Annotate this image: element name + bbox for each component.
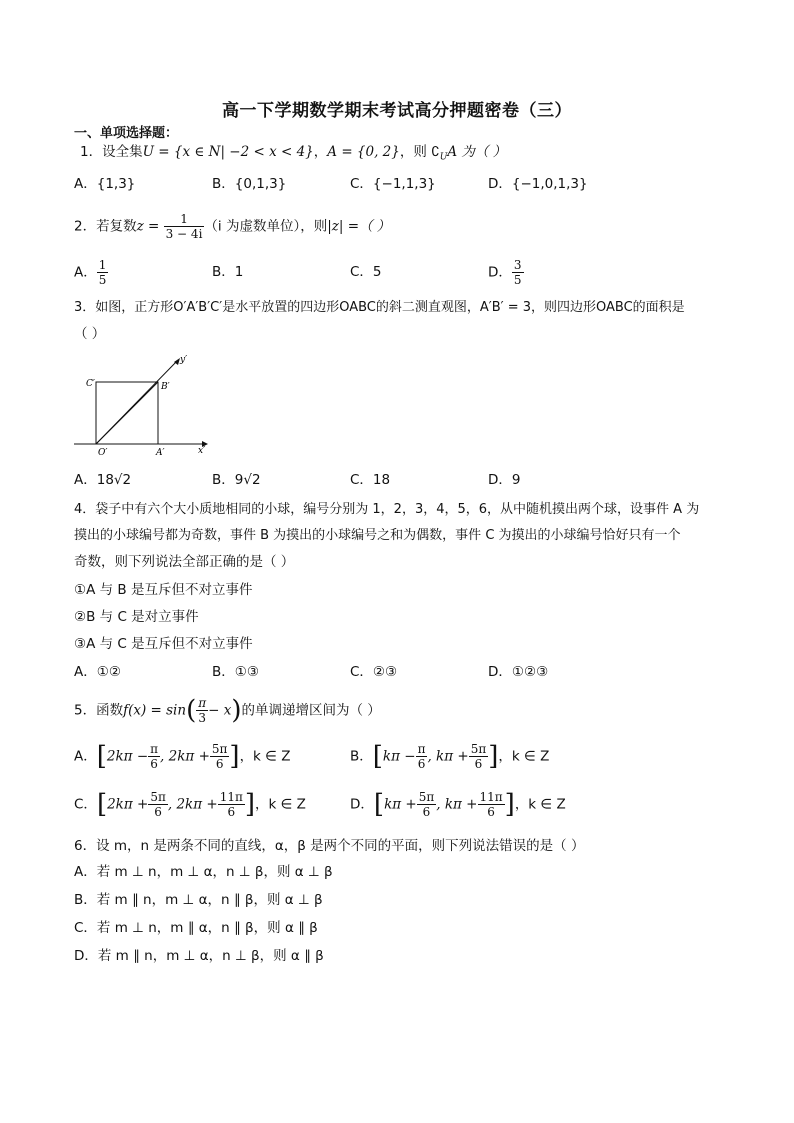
question-3-line2: （ ） — [74, 326, 106, 342]
label-b: B′ — [161, 382, 170, 392]
q1-option-b: B．{0,1,3} — [212, 176, 287, 192]
q5-d-left: kπ + — [384, 796, 417, 813]
q4-statement-2: ②B 与 C 是对立事件 — [74, 609, 199, 625]
label-x: x′ — [198, 446, 206, 456]
q5-c-right: , 2kπ + — [167, 796, 218, 813]
q5-a-rd: 6 — [215, 757, 224, 771]
q1-option-a: A．{1,3} — [74, 176, 136, 192]
q5-a-rb: ] — [229, 741, 240, 772]
question-3-line1: 3．如图，正方形O′A′B′C′是水平放置的四边形OABC的斜二测直观图，A′B′ = 3，则四边形OABC的面积是 — [74, 300, 685, 315]
question-4-line1: 4．袋子中有六个大小质地相同的小球，编号分别为 1，2，3，4，5，6，从中随机摸出两个球，设事件 A 为 — [74, 502, 700, 517]
q5-c-label: C． — [74, 796, 97, 813]
q5-a-ld: 6 — [150, 757, 158, 771]
q5-b-ln: π — [417, 742, 426, 756]
q5-c-lfrac — [148, 790, 168, 819]
q4-option-d: D．①②③ — [488, 664, 549, 680]
q5-c-lb: [ — [96, 789, 108, 820]
q3-option-d: D．9 — [488, 472, 521, 488]
q1-option-d: D．{−1,0,1,3} — [488, 176, 588, 192]
q5-b-lfrac — [416, 742, 428, 771]
q5-a-tail: ，k ∈ Z — [239, 748, 291, 765]
q2-fraction — [164, 212, 205, 241]
q5-c-rfrac — [218, 790, 245, 819]
q5-b-label: B． — [350, 748, 373, 765]
q5-d-tail: ，k ∈ Z — [514, 796, 566, 813]
q5-c-ln: 5π — [150, 790, 166, 804]
q2-option-b: B．1 — [212, 264, 244, 280]
q6-option-d: D．若 m ∥ n，m ⊥ α，n ⊥ β，则 α ∥ β — [74, 948, 324, 964]
q2-absz: |z| =（ ） — [327, 218, 391, 235]
q5-c-ld: 6 — [154, 805, 162, 819]
q5-a-ln: π — [150, 742, 159, 756]
q5-func: f(x) = sin — [123, 702, 187, 719]
label-c: C′ — [86, 379, 95, 389]
q5-a-lb: [ — [96, 741, 107, 772]
q1-suffix2: A 为（ ） — [447, 144, 507, 160]
q5-a-lfrac — [148, 742, 160, 771]
label-o: O′ — [98, 448, 108, 458]
q5-d-ld: 6 — [422, 805, 431, 819]
q2-d-num: 3 — [513, 258, 522, 272]
q2-after: （i 为虚数单位），则 — [204, 218, 328, 235]
q5-b-lb: [ — [372, 741, 383, 772]
q1-suffix: ，则 ∁ — [399, 144, 440, 160]
q5-three: 3 — [198, 711, 206, 725]
q2-den: 3 − 4i — [165, 227, 203, 241]
q5-c-rd: 6 — [227, 805, 236, 819]
q5-after: 的单调递增区间为（ ） — [241, 702, 381, 719]
q5-b-ld: 6 — [417, 757, 426, 771]
q2-num: 1 — [164, 212, 205, 227]
q5-option-d — [350, 790, 566, 819]
q5-c-left: 2kπ + — [107, 796, 149, 813]
q5-prefix: 5．函数 — [74, 702, 124, 719]
label-a: A′ — [156, 448, 165, 458]
q3-option-b: B．9√2 — [212, 472, 261, 488]
q5-b-rn: 5π — [470, 742, 487, 756]
q5-b-right: , kπ + — [427, 748, 469, 765]
label-y: y′ — [180, 355, 188, 365]
q5-c-rn: 11π — [219, 790, 243, 804]
q5-c-tail: ，k ∈ Z — [255, 796, 306, 813]
q6-option-b: B．若 m ∥ n，m ⊥ α，n ∥ β，则 α ⊥ β — [74, 892, 323, 908]
q5-frac — [196, 696, 208, 725]
q1-option-c: C．{−1,1,3} — [350, 176, 436, 192]
q4-option-b: B．①③ — [212, 664, 259, 680]
question-6: 6．设 m，n 是两条不同的直线，α，β 是两个不同的平面，则下列说法错误的是（ ） — [74, 838, 585, 854]
q4-option-a: A．①② — [74, 664, 121, 680]
q5-d-lb: [ — [373, 789, 385, 820]
q5-a-right: , 2kπ + — [160, 748, 210, 765]
q2-prefix: 2．若复数 — [74, 218, 137, 235]
q5-b-left: kπ − — [382, 748, 416, 765]
q5-a-rn: 5π — [211, 742, 228, 756]
q2-z-eq: z = — [136, 218, 160, 235]
q5-d-ln: 5π — [418, 790, 435, 804]
question-2 — [74, 212, 390, 241]
question-4-line3: 奇数，则下列说法全部正确的是（ ） — [74, 554, 295, 570]
q5-d-label: D． — [350, 796, 374, 813]
q6-option-c: C．若 m ⊥ n，m ∥ α，n ∥ β，则 α ∥ β — [74, 920, 318, 936]
q5-d-rb: ] — [504, 789, 515, 820]
q1-subscript: U — [439, 152, 448, 163]
q5-pi: π — [198, 696, 207, 710]
q2-d-den: 5 — [513, 273, 522, 287]
q6-option-a: A．若 m ⊥ n，m ⊥ α，n ⊥ β，则 α ⊥ β — [74, 864, 333, 880]
q2-a-frac — [97, 258, 109, 287]
q5-d-rfrac — [478, 790, 505, 819]
q2-option-d — [488, 258, 524, 287]
q5-c-rb: ] — [244, 789, 256, 820]
question-1 — [80, 142, 506, 168]
q2-d-frac — [512, 258, 524, 287]
q5-a-label: A． — [74, 748, 97, 765]
q5-b-rd: 6 — [474, 757, 483, 771]
page-title: 高一下学期数学期末考试高分押题密卷（三） — [222, 101, 572, 121]
q1-set-u: U = {x ∈ N| −2 < x < 4} — [142, 144, 314, 160]
q2-a-num: 1 — [98, 258, 107, 272]
q5-option-b — [350, 742, 549, 771]
q5-rparen: ) — [231, 695, 242, 726]
q5-d-lfrac — [417, 790, 437, 819]
q5-option-a — [74, 742, 290, 771]
q1-set-a: A = {0, 2} — [327, 144, 400, 160]
q2-option-c: C．5 — [350, 264, 382, 280]
diagonal — [96, 382, 158, 444]
q2-option-a — [74, 258, 108, 287]
q4-statement-3: ③A 与 C 是互斥但不对立事件 — [74, 636, 253, 652]
q5-d-rn: 11π — [479, 790, 503, 804]
q5-a-rfrac — [210, 742, 230, 771]
q2-a-label: A． — [74, 264, 97, 281]
q4-statement-1: ①A 与 B 是互斥但不对立事件 — [74, 582, 253, 598]
q5-b-rb: ] — [488, 741, 499, 772]
q5-d-rd: 6 — [487, 805, 495, 819]
q4-option-c: C．②③ — [350, 664, 398, 680]
q5-a-left: 2kπ − — [106, 748, 149, 765]
question-5 — [74, 696, 381, 725]
q5-d-right: , kπ + — [436, 796, 478, 813]
q5-minus-x: − x — [208, 702, 232, 719]
q3-figure — [70, 352, 210, 460]
q5-lparen: ( — [186, 695, 197, 726]
q2-a-den: 5 — [98, 273, 107, 287]
q5-b-rfrac — [469, 742, 489, 771]
q3-option-a: A．18√2 — [74, 472, 132, 488]
question-4-line2: 摸出的小球编号都为奇数，事件 B 为摸出的小球编号之和为偶数，事件 C 为摸出的小球编号恰好只有一个 — [74, 528, 681, 543]
q1-mid: ， — [313, 144, 328, 160]
q1-prefix: 1．设全集 — [80, 144, 143, 160]
q5-option-c — [74, 790, 306, 819]
q5-b-tail: ，k ∈ Z — [498, 748, 550, 765]
q3-option-c: C．18 — [350, 472, 391, 488]
section-heading: 一、单项选择题： — [74, 126, 179, 141]
q2-d-label: D． — [488, 264, 512, 281]
